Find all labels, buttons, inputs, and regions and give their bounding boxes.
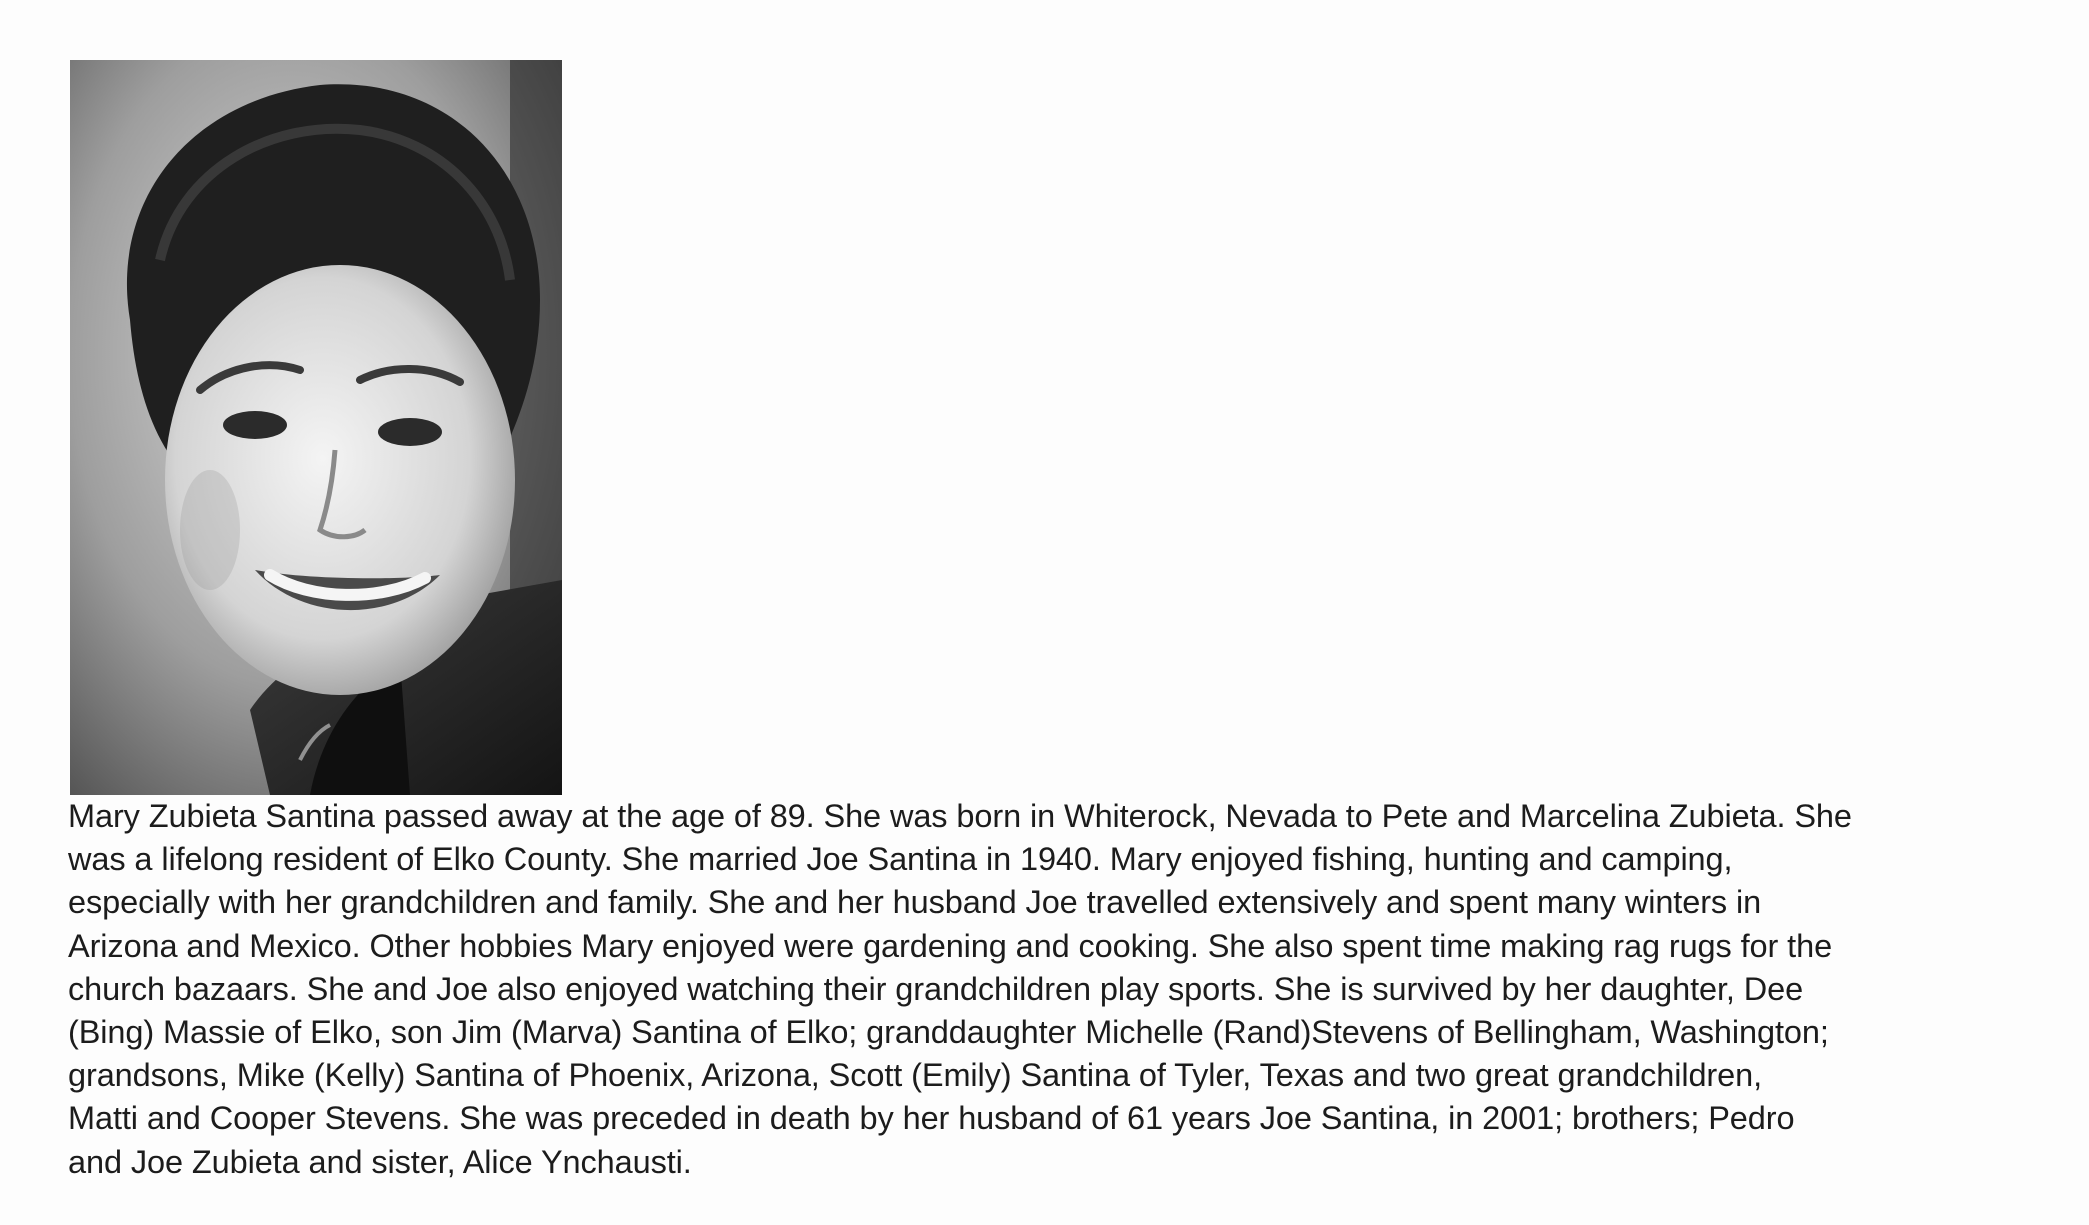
obituary-line: was a lifelong resident of Elko County. She married Joe Santina in 1940. Mary enjoyed fishing, hunting and camping, <box>68 841 1733 878</box>
obituary-line: (Bing) Massie of Elko, son Jim (Marva) Santina of Elko; granddaughter Michelle (Rand)Stevens of Bellingham, Washington; <box>68 1014 1829 1051</box>
obituary-line: especially with her grandchildren and family. She and her husband Joe travelled extensively and spent many winters in <box>68 884 1762 921</box>
obituary-line: church bazaars. She and Joe also enjoyed watching their grandchildren play sports. She is survived by her daughter, Dee <box>68 970 1804 1007</box>
portrait-photo <box>70 60 562 795</box>
obituary-text <box>68 795 2058 1184</box>
obituary-line: Mary Zubieta Santina passed away at the age of 89. She was born in Whiterock, Nevada to Pete and Marcelina Zubieta. She <box>68 798 1852 834</box>
obituary-line: and Joe Zubieta and sister, Alice Ynchausti. <box>68 1143 692 1180</box>
obituary-line: Arizona and Mexico. Other hobbies Mary enjoyed were gardening and cooking. She also spent time making rag rugs for the <box>68 927 1833 964</box>
obituary-line: Matti and Cooper Stevens. She was preceded in death by her husband of 61 years Joe Santina, in 2001; brothers; Pedro <box>68 1100 1795 1137</box>
obituary-line: grandsons, Mike (Kelly) Santina of Phoenix, Arizona, Scott (Emily) Santina of Tyler, Texas and two great grandchildren, <box>68 1057 1763 1094</box>
